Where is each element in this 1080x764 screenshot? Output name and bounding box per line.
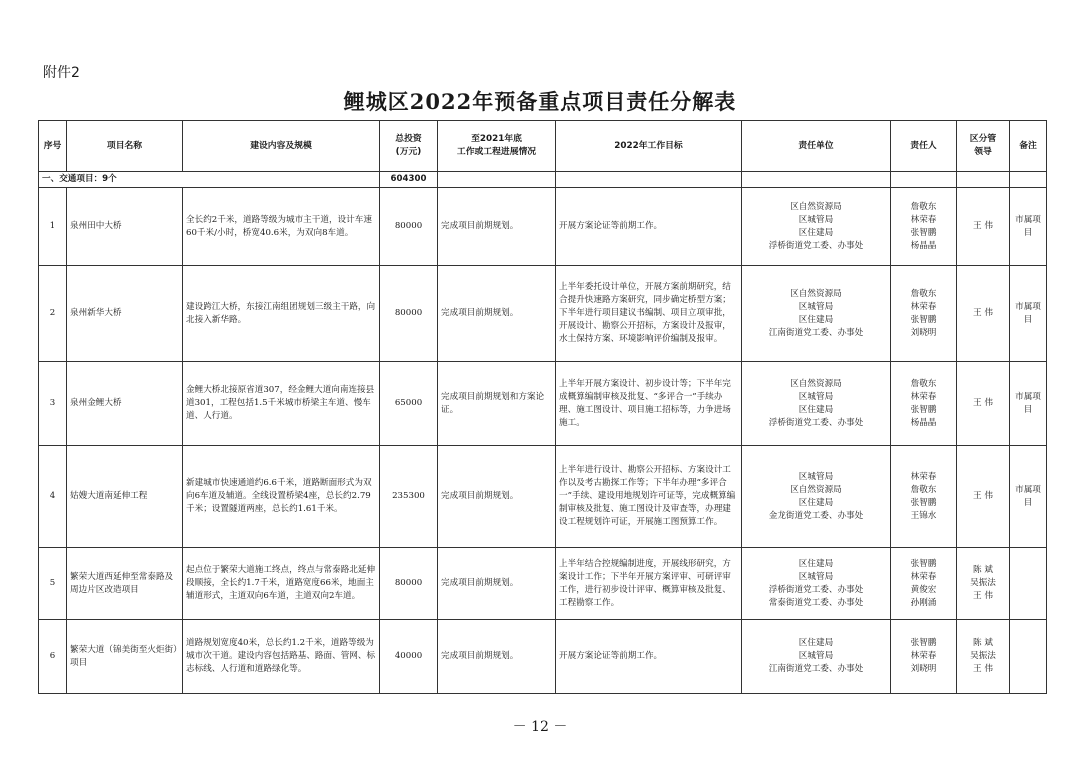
- cell-seq: 6: [39, 620, 67, 694]
- cell-remarks: [1010, 620, 1047, 694]
- cell-responsible-persons-line: 张智鹏: [910, 638, 937, 648]
- cell-leaders: [957, 188, 1010, 266]
- cell-remarks: 市属项目: [1010, 188, 1047, 266]
- cell-project-name: 繁荣大道西延伸至常泰路及周边片区改造项目: [67, 548, 183, 620]
- cell-content: 起点位于繁荣大道施工终点，终点与常泰路北延伸段顺接，全长约1.7千米，道路宽度66米，地面主辅道形式，主道双向6车道，主道双向2车道。: [183, 548, 380, 620]
- cell-project-name: 泉州田中大桥: [67, 188, 183, 266]
- cell-goal: 开展方案论证等前期工作。: [556, 188, 742, 266]
- cell-investment: 235300: [380, 446, 438, 548]
- cell-responsible-units-line: 区住建局: [798, 227, 834, 238]
- cell-content: 建设跨江大桥，东接江南组团规划三级主干路，向北接入新华路。: [183, 266, 380, 362]
- table-row: [39, 362, 1047, 446]
- cell-responsible-persons-line: 林荣春: [910, 214, 937, 225]
- cell-responsible-units: [742, 266, 891, 362]
- cell-responsible-persons-line: 张智鹏: [910, 558, 937, 569]
- cell-progress: 完成项目前期规划和方案论证。: [438, 362, 556, 446]
- cell-responsible-units-line: 区城管局: [798, 651, 834, 661]
- cell-goal: 上半年结合控规编制进度，开展线形研究，方案设计工作；下半年开展方案评审、可研评审工作，进行初步设计评审、概算审核及批复、工程勘察工作。: [556, 548, 742, 620]
- cell-seq: 1: [39, 188, 67, 266]
- cell-responsible-units-line: 区自然资源局: [790, 288, 842, 299]
- cell-remarks: 市属项目: [1010, 362, 1047, 446]
- cell-progress: 完成项目前期规划。: [438, 446, 556, 548]
- category-row: [39, 172, 1047, 188]
- header-leader-line2: 领导: [974, 147, 992, 157]
- cell-responsible-units-line: 区城管局: [798, 214, 834, 225]
- cell-responsible-units-line: 常泰街道党工委、办事处: [768, 597, 864, 608]
- table-row: [39, 188, 1047, 266]
- cell-responsible-persons-line: 詹敬东: [910, 378, 937, 389]
- cell-project-name: 泉州新华大桥: [67, 266, 183, 362]
- category-investment: 604300: [380, 172, 438, 188]
- cell-content: 新建城市快速通道约6.6千米，道路断面形式为双向6车道及辅道。全线设置桥梁4座，总长约2.79千米；设置隧道两座，总长约1.61千米。: [183, 446, 380, 548]
- cell-responsible-persons-line: 王锦水: [910, 510, 937, 521]
- cell-responsible-units-line: 金龙街道党工委、办事处: [768, 510, 864, 521]
- cell-responsible-units-line: 区城管局: [798, 471, 834, 482]
- header-investment: [380, 121, 438, 172]
- cell-leaders-line: 吴振法: [970, 578, 996, 588]
- cell-responsible-persons-line: 黄俊宏: [910, 584, 937, 595]
- cell-responsible-persons: [891, 266, 957, 362]
- cell-responsible-persons-line: 詹敬东: [910, 201, 937, 212]
- cell-investment: 80000: [380, 548, 438, 620]
- table-row: [39, 620, 1047, 694]
- cell-responsible-units: [742, 548, 891, 620]
- cell-investment: 65000: [380, 362, 438, 446]
- cell-progress: 完成项目前期规划。: [438, 188, 556, 266]
- cell-responsible-units-line: 区城管局: [798, 391, 834, 402]
- header-seq: 序号: [39, 121, 67, 172]
- cell-leaders: [957, 548, 1010, 620]
- cell-responsible-persons-line: 孙刚涌: [910, 597, 937, 608]
- cell-progress: 完成项目前期规划。: [438, 548, 556, 620]
- document-title: 鲤城区2022年预备重点项目责任分解表: [343, 89, 737, 114]
- cell-goal: 上半年委托设计单位，开展方案前期研究，结合提升快速路方案研究，同步确定桥型方案；下半年进行项目建议书编制、项目立项审批，开展设计、勘察公开招标，方案设计及报审，水土保持方案、环境影响评价编制及报审。: [556, 266, 742, 362]
- cell-responsible-units-line: 浮桥街道党工委、办事处: [768, 240, 864, 251]
- cell-responsible-units: [742, 446, 891, 548]
- cell-responsible-persons-line: 刘晓明: [910, 327, 937, 338]
- header-leader-line1: 区分管: [969, 134, 997, 144]
- cell-responsible-persons-line: 林荣春: [910, 571, 937, 582]
- cell-responsible-persons-line: 张智鹏: [910, 497, 937, 508]
- page-number: － 12 －: [512, 719, 568, 735]
- header-name: 项目名称: [67, 121, 183, 172]
- cell-leaders: [957, 620, 1010, 694]
- header-units: 责任单位: [742, 121, 891, 172]
- cell-responsible-persons-line: 张智鹏: [910, 227, 937, 238]
- header-person: 责任人: [891, 121, 957, 172]
- cell-leaders: [957, 446, 1010, 548]
- table-row: [39, 548, 1047, 620]
- cell-remarks: [1010, 548, 1047, 620]
- cell-leaders: [957, 362, 1010, 446]
- cell-responsible-persons-line: 詹敬东: [910, 484, 937, 495]
- cell-content: 金鲤大桥北接原省道307，经金鲤大道向南连接县道301，工程包括1.5千米城市桥梁主车道、慢车道、人行道。: [183, 362, 380, 446]
- cell-remarks: 市属项目: [1010, 446, 1047, 548]
- cell-progress: 完成项目前期规划。: [438, 620, 556, 694]
- cell-responsible-units-line: 区住建局: [798, 314, 834, 325]
- cell-responsible-units: [742, 620, 891, 694]
- cell-goal: 上半年进行设计、勘察公开招标、方案设计工作以及考古勘探工作等；下半年办理“多评合一”手续、建设用地规划许可证等，完成概算编制审核及批复、施工图设计及审查等，办理建设工程规划许可证，开展施工图预算工作。: [556, 446, 742, 548]
- cell-leaders-line: 陈 斌: [973, 638, 993, 648]
- cell-responsible-persons: [891, 548, 957, 620]
- cell-responsible-persons-line: 林荣春: [910, 471, 937, 482]
- cell-investment: 80000: [380, 266, 438, 362]
- cell-leaders-line: 王 伟: [973, 221, 993, 231]
- cell-responsible-units-line: 浮桥街道党工委、办事处: [768, 584, 864, 595]
- cell-remarks: 市属项目: [1010, 266, 1047, 362]
- cell-responsible-persons: [891, 446, 957, 548]
- cell-goal: 上半年开展方案设计、初步设计等；下半年完成概算编制审核及批复、“多评合一”手续办理、施工图设计、项目施工招标等，力争进场施工。: [556, 362, 742, 446]
- header-progress-line2: 工作或工程进展情况: [456, 147, 537, 157]
- cell-responsible-persons: [891, 188, 957, 266]
- header-leader: [957, 121, 1010, 172]
- table-row: [39, 266, 1047, 362]
- cell-leaders-line: 吴振法: [970, 651, 996, 661]
- cell-responsible-persons-line: 詹敬东: [910, 288, 937, 299]
- cell-responsible-persons-line: 杨晶晶: [910, 417, 937, 428]
- cell-project-name: 姑嫂大道南延伸工程: [67, 446, 183, 548]
- cell-responsible-persons-line: 张智鹏: [910, 404, 937, 415]
- cell-responsible-units-line: 区住建局: [798, 638, 834, 648]
- cell-seq: 5: [39, 548, 67, 620]
- cell-responsible-units: [742, 362, 891, 446]
- cell-responsible-units-line: 江南街道党工委、办事处: [768, 327, 864, 338]
- cell-responsible-units-line: 浮桥街道党工委、办事处: [768, 417, 864, 428]
- cell-responsible-units-line: 区住建局: [798, 558, 834, 569]
- cell-responsible-persons-line: 张智鹏: [910, 314, 937, 325]
- header-progress: [438, 121, 556, 172]
- cell-responsible-units-line: 区城管局: [798, 301, 834, 312]
- cell-seq: 3: [39, 362, 67, 446]
- cell-leaders-line: 王 伟: [973, 664, 993, 674]
- cell-goal: 开展方案论证等前期工作。: [556, 620, 742, 694]
- cell-seq: 4: [39, 446, 67, 548]
- cell-leaders: [957, 266, 1010, 362]
- header-goal: 2022年工作目标: [556, 121, 742, 172]
- table-row: [39, 446, 1047, 548]
- header-content: 建设内容及规模: [183, 121, 380, 172]
- cell-leaders-line: 王 伟: [973, 591, 993, 601]
- header-investment-line2: (万元): [395, 147, 422, 157]
- cell-responsible-units-line: 区自然资源局: [790, 484, 842, 495]
- cell-responsible-persons: [891, 362, 957, 446]
- header-row: [39, 121, 1047, 172]
- cell-responsible-persons: [891, 620, 957, 694]
- cell-leaders-line: 王 伟: [973, 308, 993, 318]
- cell-responsible-persons-line: 杨晶晶: [910, 240, 937, 251]
- cell-project-name: 繁荣大道（锦美街至火炬街）项目: [67, 620, 183, 694]
- cell-seq: 2: [39, 266, 67, 362]
- cell-progress: 完成项目前期规划。: [438, 266, 556, 362]
- cell-leaders-line: 王 伟: [973, 491, 993, 501]
- header-remarks: 备注: [1010, 121, 1047, 172]
- cell-responsible-units: [742, 188, 891, 266]
- cell-investment: 80000: [380, 188, 438, 266]
- cell-responsible-persons-line: 林荣春: [910, 391, 937, 402]
- header-progress-line1: 至2021年底: [471, 134, 522, 144]
- cell-investment: 40000: [380, 620, 438, 694]
- cell-responsible-units-line: 区住建局: [798, 497, 834, 508]
- cell-responsible-persons-line: 林荣春: [910, 301, 937, 312]
- cell-content: 全长约2千米，道路等级为城市主干道，设计车速60千米/小时，桥宽40.6米，为双向8车道。: [183, 188, 380, 266]
- cell-responsible-units-line: 区自然资源局: [790, 201, 842, 212]
- cell-responsible-units-line: 江南街道党工委、办事处: [768, 664, 864, 674]
- cell-leaders-line: 王 伟: [973, 398, 993, 408]
- cell-responsible-persons-line: 林荣春: [910, 651, 937, 661]
- header-investment-line1: 总投资: [395, 134, 422, 144]
- cell-project-name: 泉州金鲤大桥: [67, 362, 183, 446]
- cell-content: 道路规划宽度40米，总长约1.2千米，道路等级为城市次干道。建设内容包括路基、路面、管网、标志标线、人行道和道路绿化等。: [183, 620, 380, 694]
- cell-responsible-units-line: 区城管局: [798, 571, 834, 582]
- cell-responsible-units-line: 区自然资源局: [790, 378, 842, 389]
- responsibility-table: [38, 120, 1047, 694]
- cell-leaders-line: 陈 斌: [973, 565, 993, 575]
- cell-responsible-units-line: 区住建局: [798, 404, 834, 415]
- cell-responsible-persons-line: 刘晓明: [910, 664, 937, 674]
- attachment-label: 附件2: [43, 65, 80, 81]
- category-label: 一、交通项目：9个: [39, 172, 380, 188]
